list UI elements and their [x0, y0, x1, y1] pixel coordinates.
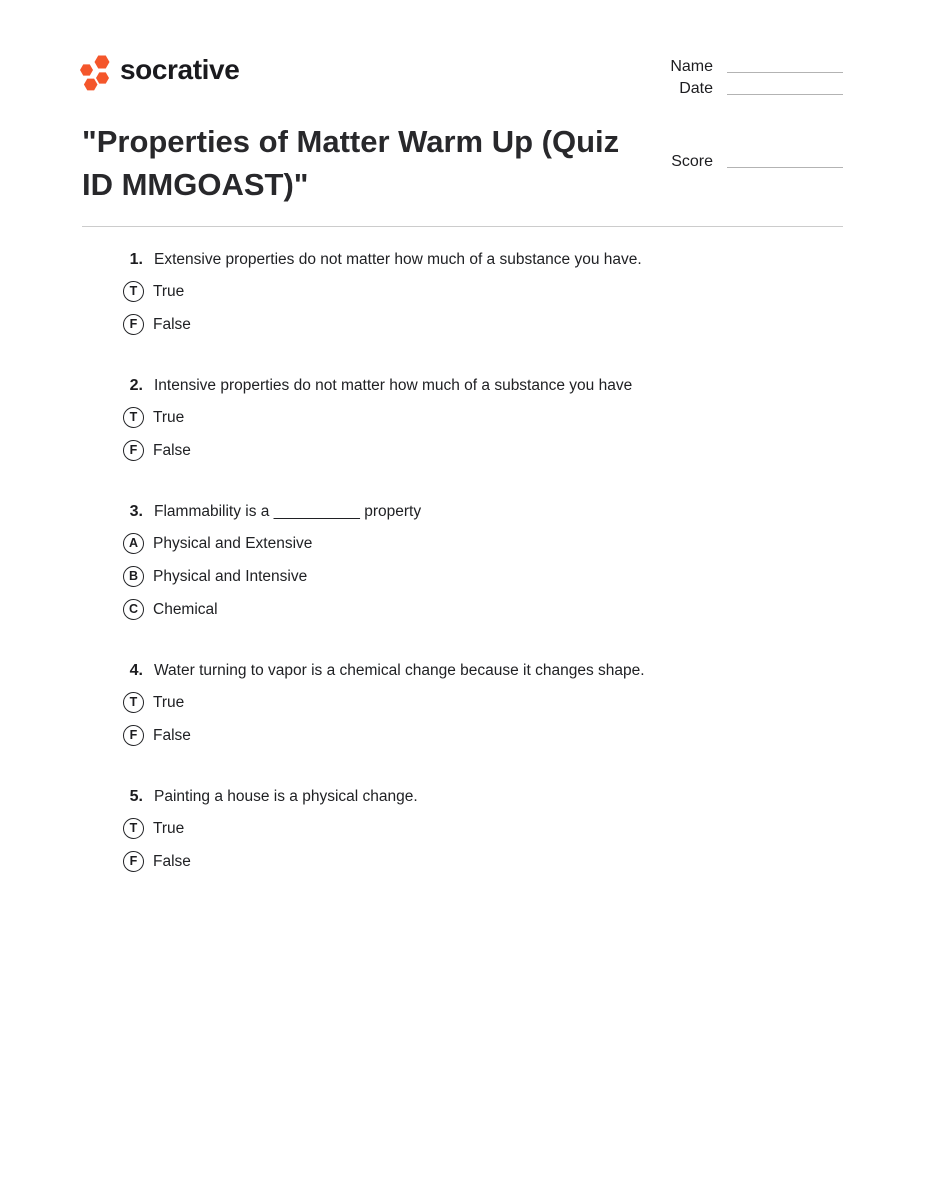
question-text: Painting a house is a physical change. [154, 788, 418, 805]
option-letter-bubble: B [123, 566, 144, 587]
option-label: True [153, 408, 185, 426]
option-label: False [153, 852, 191, 870]
question-5 [82, 787, 843, 873]
answer-option [123, 280, 843, 303]
question-4 [82, 661, 843, 747]
option-label: False [153, 726, 191, 744]
question-head [82, 787, 843, 807]
option-label: Physical and Intensive [153, 567, 308, 585]
question-text: Water turning to vapor is a chemical change because it changes shape. [154, 662, 645, 679]
question-number: 3. [129, 503, 143, 520]
socrative-logotype: socrative [120, 54, 240, 85]
question-1 [82, 250, 843, 336]
question-list [82, 250, 843, 913]
question-head [82, 502, 843, 522]
answer-option [123, 439, 843, 462]
answer-option [123, 313, 843, 336]
question-text: Flammability is a __________ property [154, 503, 422, 520]
date-field-row [679, 78, 843, 99]
question-number: 4. [129, 662, 143, 679]
header-divider [82, 226, 843, 227]
option-label: True [153, 693, 185, 711]
score-blank-line [727, 167, 843, 168]
question-text: Intensive properties do not matter how much of a substance you have [154, 377, 633, 394]
answer-option [123, 532, 843, 555]
option-letter-bubble: T [123, 281, 144, 302]
option-label: False [153, 441, 191, 459]
name-field-row [670, 56, 843, 77]
answer-option [123, 850, 843, 873]
question-head [82, 661, 843, 681]
page-title: "Properties of Matter Warm Up (Quiz ID MMGOAST)" [82, 124, 620, 202]
option-label: Chemical [153, 600, 218, 618]
option-letter-bubble: C [123, 599, 144, 620]
answer-option [123, 817, 843, 840]
option-letter-bubble: T [123, 407, 144, 428]
answer-option [123, 691, 843, 714]
option-letter-bubble: F [123, 440, 144, 461]
question-2 [82, 376, 843, 462]
date-blank-line [727, 94, 843, 95]
option-letter-bubble: F [123, 725, 144, 746]
answer-option [123, 724, 843, 747]
question-number: 5. [129, 788, 143, 805]
socrative-hexagons-icon [79, 52, 115, 92]
option-label: Physical and Extensive [153, 534, 313, 552]
question-3 [82, 502, 843, 621]
option-letter-bubble: T [123, 692, 144, 713]
question-text: Extensive properties do not matter how much of a substance you have. [154, 251, 642, 268]
answer-option [123, 406, 843, 429]
answer-option [123, 598, 843, 621]
question-head [82, 376, 843, 396]
score-label: Score [671, 153, 713, 170]
name-label: Name [670, 58, 713, 75]
date-label: Date [679, 80, 713, 97]
option-letter-bubble: T [123, 818, 144, 839]
question-number: 2. [129, 377, 143, 394]
name-blank-line [727, 72, 843, 73]
option-label: True [153, 282, 185, 300]
option-letter-bubble: F [123, 851, 144, 872]
socrative-logo [79, 50, 239, 93]
option-label: False [153, 315, 191, 333]
question-number: 1. [129, 251, 143, 268]
answer-option [123, 565, 843, 588]
score-field-row [671, 151, 843, 172]
option-letter-bubble: A [123, 533, 144, 554]
option-label: True [153, 819, 185, 837]
option-letter-bubble: F [123, 314, 144, 335]
question-head [82, 250, 843, 270]
